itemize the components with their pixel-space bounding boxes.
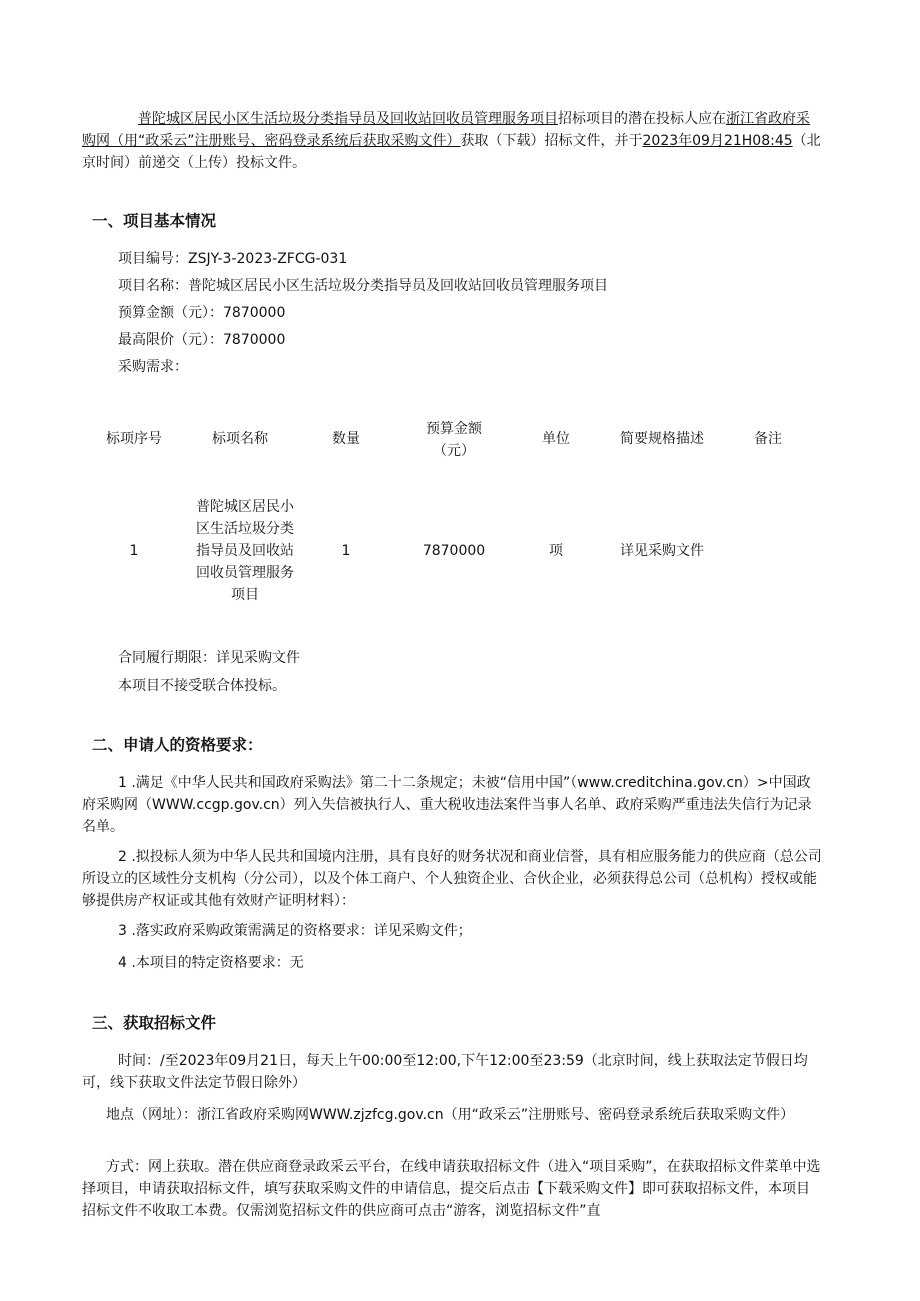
project-number: 项目编号：ZSJY-3-2023-ZFCG-031 — [118, 251, 348, 267]
intro-deadline: 2023年09月21H08:45 — [642, 133, 793, 149]
row-lot-no: 1 — [129, 543, 139, 559]
budget-amount: 预算金额（元）：7870000 — [118, 305, 286, 321]
section2-heading: 二、申请人的资格要求： — [92, 736, 263, 754]
acquisition-place: 地点（网址）：浙江省政府采购网WWW.zjzfcg.gov.cn（用“政采云”注册账号、密码登录系统后获取采购文件） — [106, 1107, 795, 1123]
row-lot-name: 普陀城区居民小区生活垃圾分类指导员及回收站回收员管理服务项目 — [196, 499, 294, 603]
intro-paragraph — [82, 108, 822, 174]
contract-period: 合同履行期限：详见采购文件 — [118, 650, 300, 666]
table-header-spec: 简要规格描述 — [620, 431, 704, 447]
intro-text-2: 获取（下载）招标文件，并于 — [460, 133, 643, 149]
section1-heading: 一、项目基本情况 — [92, 212, 217, 230]
row-unit: 项 — [549, 543, 563, 559]
table-header-budget: 预算金额（元） — [426, 421, 482, 459]
section3-heading: 三、获取招标文件 — [92, 1014, 217, 1032]
procurement-demand: 采购需求： — [118, 359, 188, 375]
max-price: 最高限价（元）：7870000 — [118, 332, 286, 348]
table-header-lot-no: 标项序号 — [106, 431, 162, 447]
table-header-quantity: 数量 — [332, 431, 360, 447]
qualification-item-3: 3 .落实政府采购政策需满足的资格要求：详见采购文件； — [118, 923, 472, 939]
table-header-lot-name: 标项名称 — [212, 431, 268, 447]
consortium-note: 本项目不接受联合体投标。 — [118, 678, 286, 694]
row-quantity: 1 — [341, 543, 351, 559]
table-header-remark: 备注 — [754, 431, 782, 447]
acquisition-method: 方式：网上获取。潜在供应商登录政采云平台，在线申请获取招标文件（进入“项目采购”，在获取招标文件菜单中选择项目，申请获取招标文件，填写获取采购文件的申请信息，提交后点击【下载采购文件】即可获取招标文件，本项目招标文件不收取工本费。仅需浏览招标文件的供应商可点击“游客，浏览招标文件”直 — [82, 1159, 821, 1219]
intro-project-name: 普陀城区居民小区生活垃圾分类指导员及回收站回收员管理服务项目 — [138, 111, 558, 127]
intro-text-3: （北京时间）前递交（上传）投标文件。 — [82, 133, 821, 171]
acquisition-time: 时间：/至2023年09月21日，每天上午00:00至12:00,下午12:00至23:59（北京时间，线上获取法定节假日均可，线下获取文件法定节假日除外） — [82, 1053, 808, 1091]
row-spec: 详见采购文件 — [620, 543, 704, 559]
qualification-item-2: 2 .拟投标人须为中华人民共和国境内注册，具有良好的财务状况和商业信誉，具有相应服务能力的供应商（总公司所设立的区域性分支机构（分公司），以及个体工商户、个人独资企业、合伙企业，必须获得总公司（总机构）授权或能够提供房产权证或其他有效财产证明材料）： — [82, 849, 822, 909]
intro-text-1: 招标项目的潜在投标人应在 — [558, 111, 726, 127]
table-header-unit: 单位 — [542, 431, 570, 447]
intro-platform: 浙江省政府采购网（用“政采云”注册账号、密码登录系统后获取采购文件） — [82, 111, 810, 149]
project-name: 项目名称：普陀城区居民小区生活垃圾分类指导员及回收站回收员管理服务项目 — [118, 278, 608, 294]
qualification-item-4: 4 .本项目的特定资格要求：无 — [118, 955, 304, 971]
qualification-item-1: 1 .满足《中华人民共和国政府采购法》第二十二条规定；未被“信用中国”（www.creditchina.gov.cn）>中国政府采购网（WWW.ccgp.gov.cn）列入失信被执行人、重大税收违法案件当事人名单、政府采购严重违法失信行为记录名单。 — [82, 775, 812, 835]
row-budget: 7870000 — [422, 543, 486, 559]
